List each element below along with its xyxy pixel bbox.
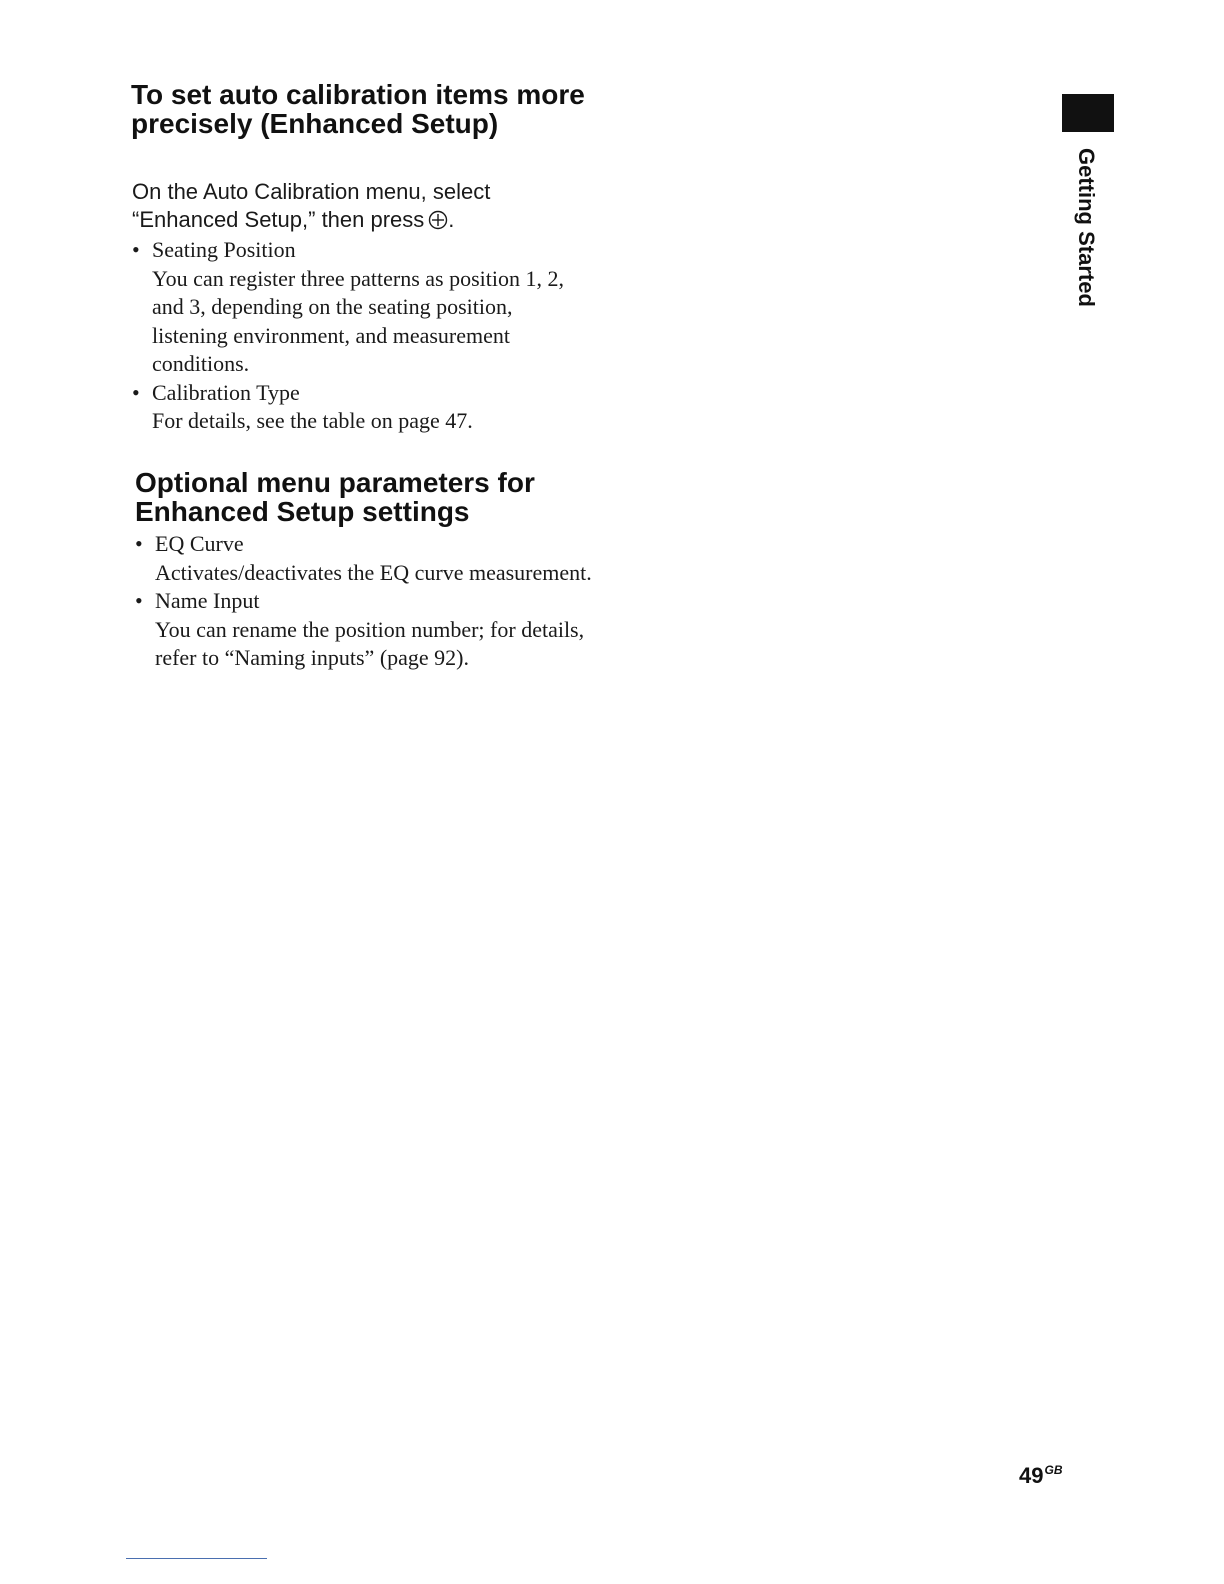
enhanced-setup-item-list bbox=[132, 236, 592, 436]
page-number bbox=[1019, 1463, 1062, 1489]
enter-button-icon bbox=[428, 210, 448, 230]
section-heading-enhanced-setup: To set auto calibration items more precisely (Enhanced Setup) bbox=[131, 79, 585, 139]
bullet: • bbox=[135, 588, 143, 613]
intro-text: On the Auto Calibration menu, select “Enhanced Setup,” then press bbox=[132, 179, 491, 232]
item-description: Activates/deactivates the EQ curve measurement. bbox=[155, 559, 592, 585]
item-label: Seating Position bbox=[152, 237, 296, 262]
item-label: Calibration Type bbox=[152, 379, 300, 405]
chapter-tab-marker bbox=[1062, 94, 1114, 132]
item-label: EQ Curve bbox=[155, 531, 244, 556]
chapter-tab-label: Getting Started bbox=[1074, 148, 1099, 307]
section-heading-optional-parameters: Optional menu parameters for Enhanced Setup settings bbox=[135, 467, 535, 527]
item-description: For details, see the table on page 47. bbox=[152, 408, 473, 433]
bullet: • bbox=[135, 531, 143, 556]
page-number-value: 49 bbox=[1019, 1463, 1044, 1488]
intro-period: . bbox=[448, 207, 455, 232]
list-item-eq-curve bbox=[135, 530, 595, 587]
item-label: Name Input bbox=[155, 588, 260, 613]
bullet: • bbox=[132, 379, 140, 405]
item-description: You can register three patterns as position 1, 2, and 3, depending on the seating position, listening environment, and measurement conditions. bbox=[152, 265, 565, 376]
list-item-calibration-type bbox=[132, 379, 592, 436]
optional-parameter-list bbox=[135, 530, 595, 673]
intro-paragraph bbox=[132, 178, 592, 234]
page-number-suffix: GB bbox=[1044, 1463, 1063, 1477]
item-description: You can rename the position number; for details, refer to “Naming inputs” (page 92). bbox=[155, 616, 585, 670]
bullet: • bbox=[132, 237, 140, 262]
list-item-seating-position bbox=[132, 236, 592, 379]
list-item-name-input bbox=[135, 587, 595, 673]
bottom-rule bbox=[126, 1558, 267, 1559]
